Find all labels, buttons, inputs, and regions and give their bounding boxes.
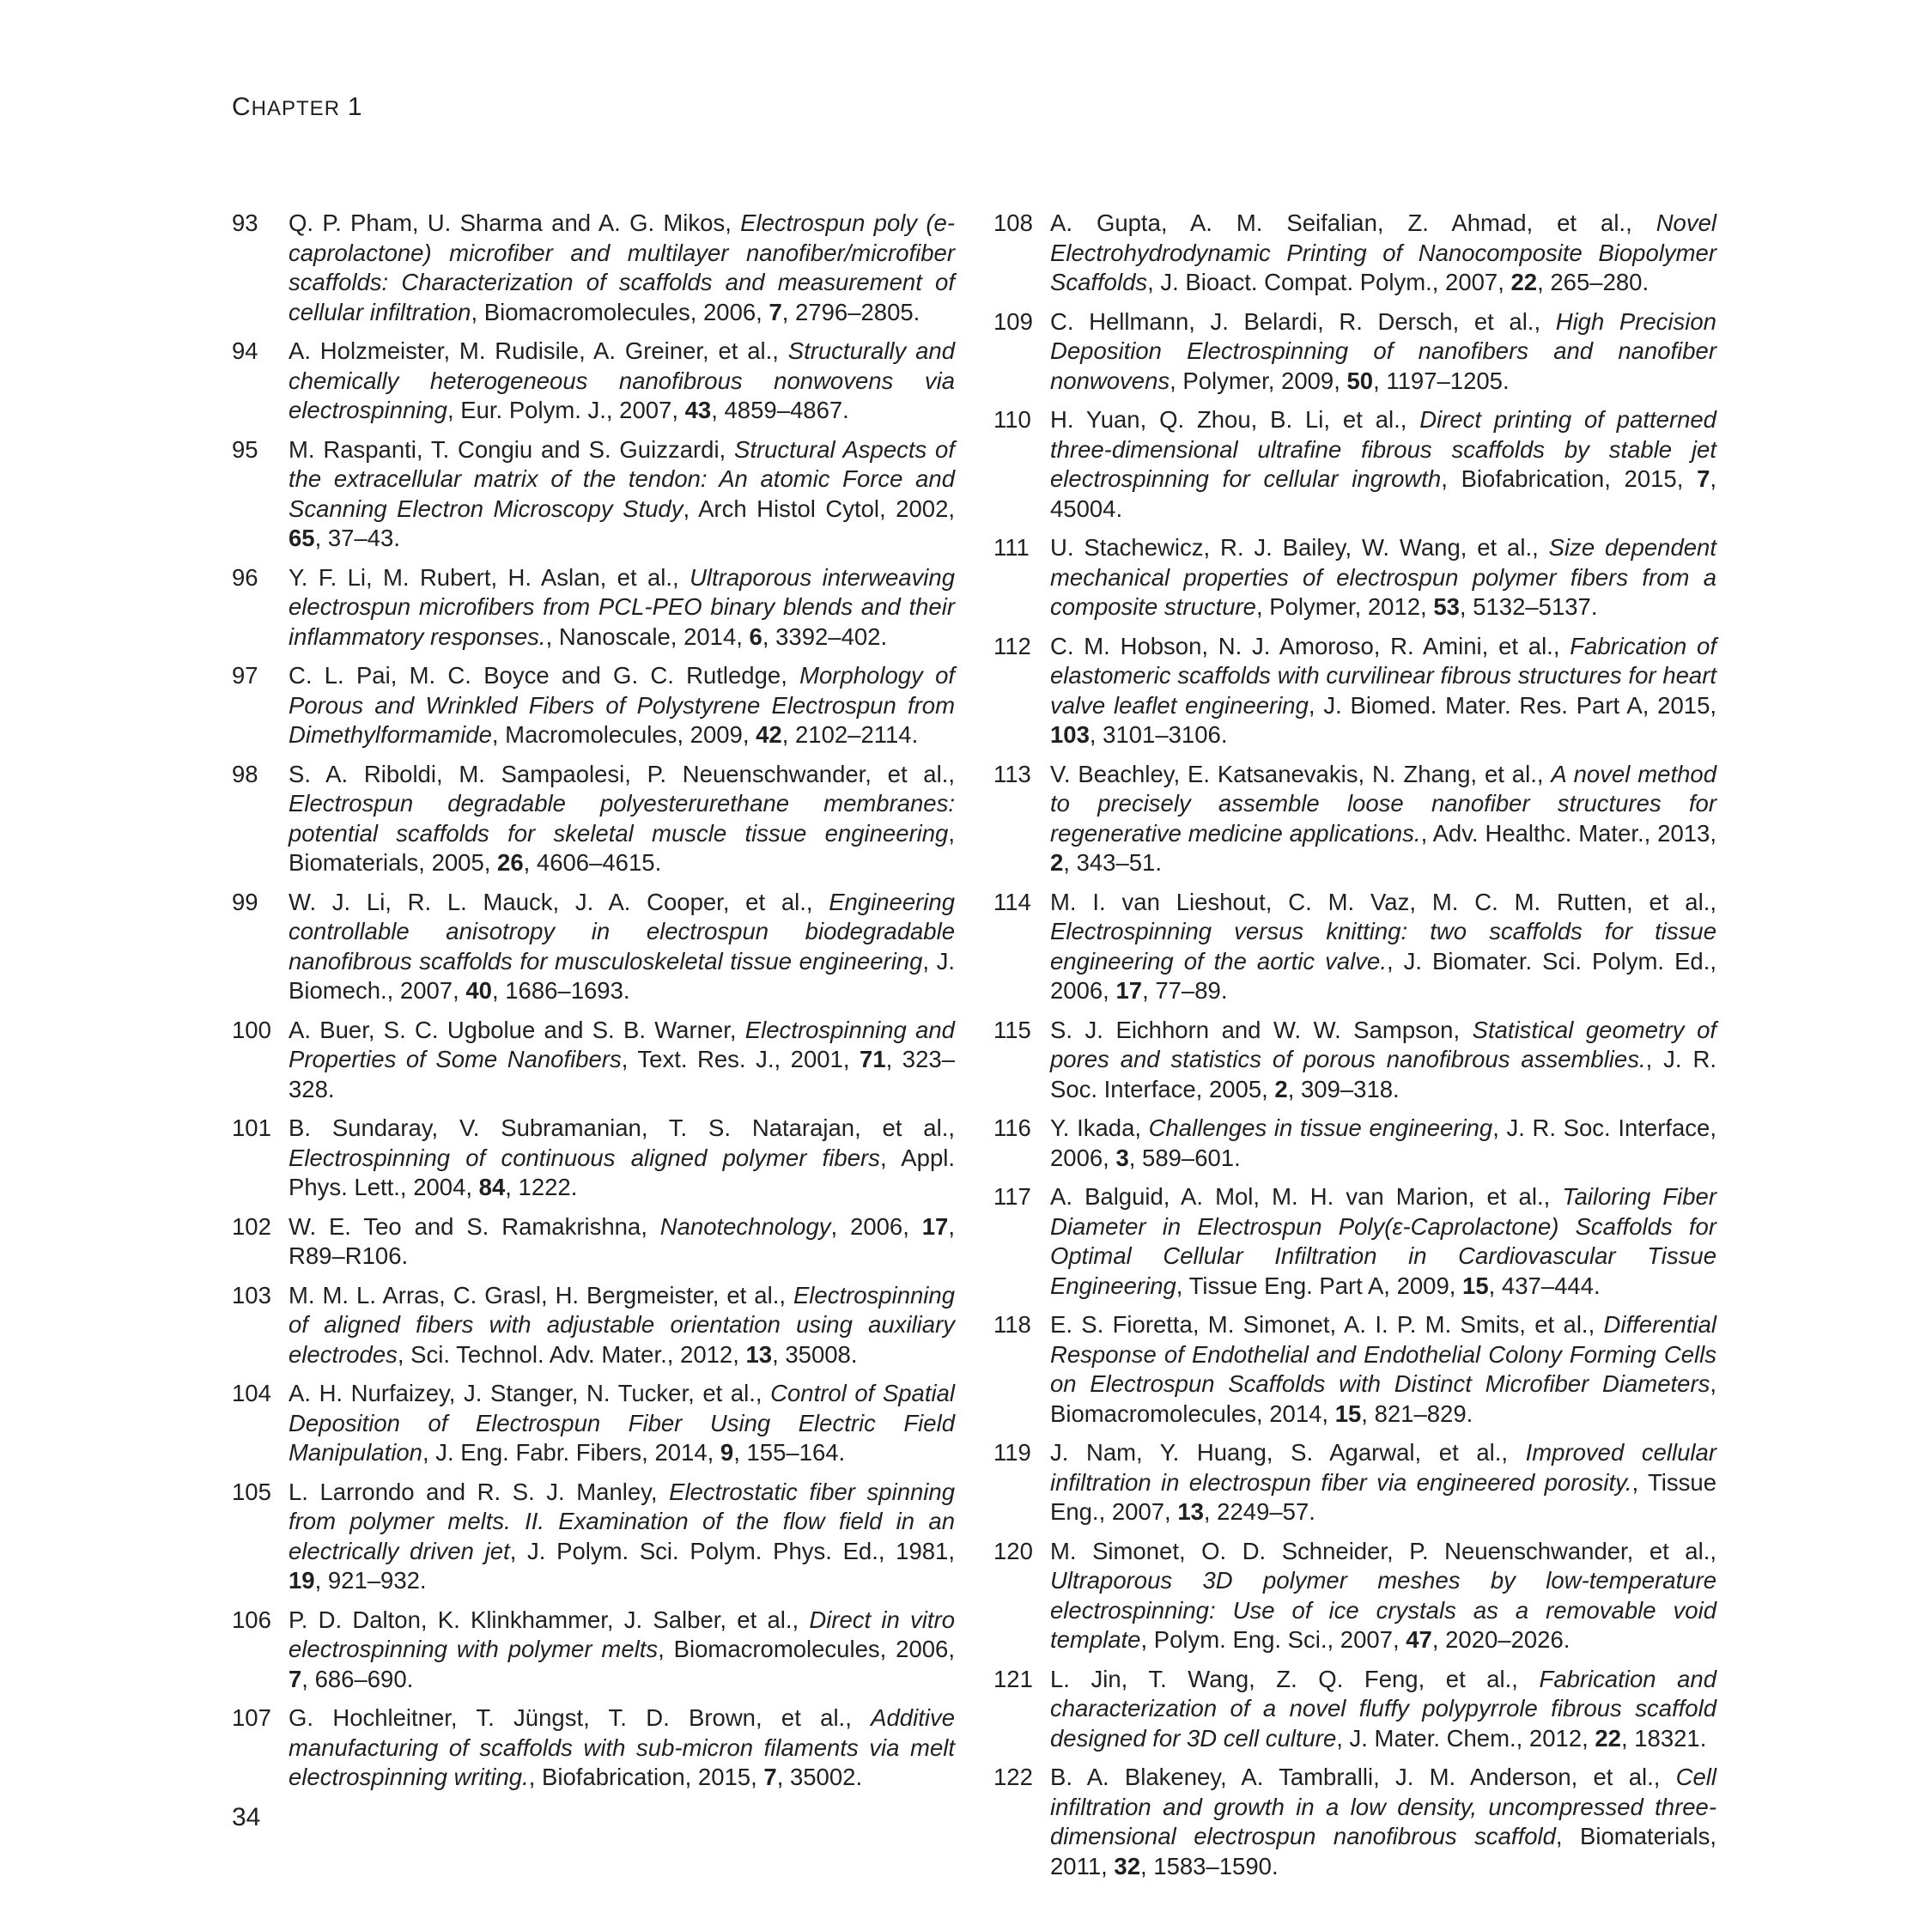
reference-title: Tailoring Fiber Diameter in Electrospun Poly(ε-Caprolactone) Scaffolds for Optimal Cellular Infiltration in Cardiovascular Tissue Engineering [1050, 1183, 1717, 1299]
reference-pages: , 35002. [776, 1764, 863, 1790]
reference-authors: W. J. Li, R. L. Mauck, J. A. Cooper, et al., [289, 888, 829, 915]
reference-journal: , J. Polym. Sci. Polym. Phys. Ed., 1981, [509, 1537, 955, 1564]
reference-title: Statistical geometry of pores and statistics of porous nanofibrous assemblies. [1050, 1016, 1717, 1072]
reference-item [232, 661, 955, 750]
reference-journal: , Eur. Polym. J., 2007, [447, 397, 685, 423]
reference-title: Novel Electrohydrodynamic Printing of Nanocomposite Biopolymer Scaffolds [1050, 209, 1716, 295]
reference-item [993, 1763, 1716, 1881]
reference-item [993, 1438, 1716, 1527]
reference-item [993, 888, 1716, 1006]
reference-item [232, 1281, 955, 1370]
reference-journal: , Biofabrication, 2015, [1441, 465, 1698, 492]
reference-volume: 15 [1334, 1400, 1362, 1427]
reference-pages: , 589–601. [1128, 1144, 1241, 1171]
reference-number: 120 [993, 1537, 1033, 1564]
reference-text [289, 1379, 955, 1468]
reference-number: 113 [993, 760, 1031, 787]
reference-authors: Y. F. Li, M. Rubert, H. Aslan, et al., [289, 563, 690, 591]
reference-number: 121 [993, 1665, 1033, 1692]
reference-number: 115 [993, 1016, 1031, 1043]
reference-item [232, 760, 955, 878]
reference-pages: , 323–328. [289, 1046, 955, 1102]
reference-volume: 43 [684, 397, 712, 423]
reference-pages: , 35008. [772, 1340, 858, 1368]
reference-item [232, 1478, 955, 1596]
reference-volume: 32 [1114, 1852, 1141, 1879]
reference-pages: , 309–318. [1287, 1075, 1400, 1102]
reference-item [232, 1379, 955, 1468]
running-header [232, 93, 363, 122]
reference-pages: , 821–829. [1361, 1400, 1473, 1427]
reference-number: 112 [993, 632, 1031, 659]
reference-title: Fabrication and characterization of a novel fluffy polypyrrole fibrous scaffold designed for 3D cell culture [1050, 1665, 1716, 1752]
reference-item [993, 1310, 1716, 1429]
reference-volume: 19 [289, 1567, 315, 1594]
reference-number: 102 [232, 1212, 271, 1240]
reference-authors: C. M. Hobson, N. J. Amoroso, R. Amini, et al., [1050, 632, 1571, 659]
reference-journal: , Text. Res. J., 2001, [621, 1046, 860, 1072]
reference-authors: A. Holzmeister, M. Rudisile, A. Greiner, et al., [289, 337, 788, 364]
reference-title: Electrospinning versus knitting: two scaffolds for tissue engineering of the aortic valve. [1050, 918, 1716, 975]
reference-volume: 42 [756, 721, 782, 748]
reference-text [289, 209, 955, 327]
reference-title: Fabrication of elastomeric scaffolds with curvilinear fibrous structures for heart valve leaflet engineering [1050, 632, 1716, 719]
reference-authors: H. Yuan, Q. Zhou, B. Li, et al., [1050, 406, 1420, 433]
reference-title: Challenges in tissue engineering [1148, 1114, 1493, 1141]
references-column-left [232, 209, 955, 1802]
reference-text [289, 661, 955, 750]
reference-pages: , 3392–402. [762, 622, 888, 650]
reference-authors: L. Jin, T. Wang, Z. Q. Feng, et al., [1050, 1665, 1540, 1692]
reference-title: Morphology of Porous and Wrinkled Fibers of Polystyrene Electrospun from Dimethylformamide [289, 662, 956, 748]
reference-text [1050, 1310, 1716, 1429]
reference-item [232, 1703, 955, 1793]
reference-authors: S. J. Eichhorn and W. W. Sampson, [1050, 1016, 1473, 1043]
reference-number: 119 [993, 1439, 1031, 1466]
reference-title: Direct printing of patterned three-dimensional ultrafine fibrous scaffolds by stable jet electrospinning for cellular ingrowth [1050, 406, 1716, 492]
reference-item [993, 307, 1716, 397]
reference-volume: 84 [478, 1174, 506, 1200]
reference-number: 106 [232, 1606, 271, 1633]
reference-text [1050, 1537, 1716, 1655]
reference-journal: , Appl. Phys. Lett., 2004, [289, 1144, 955, 1200]
reference-pages: , 686–690. [301, 1665, 414, 1692]
reference-journal: , Macromolecules, 2009, [491, 721, 756, 748]
reference-title: Electrospinning of aligned fibers with adjustable orientation using auxiliary electrodes [289, 1281, 955, 1368]
reference-journal: , Biofabrication, 2015, [528, 1764, 764, 1790]
reference-title: Electrospun poly (e-caprolactone) microfiber and multilayer nanofiber/microfiber scaffolds: Characterization of scaffolds and measurement of cellular infiltration [289, 209, 955, 325]
page-number: 34 [232, 1803, 261, 1831]
reference-title: Electrospinning of continuous aligned polymer fibers [289, 1144, 880, 1171]
reference-item [232, 337, 955, 426]
reference-item [993, 209, 1716, 298]
reference-authors: P. D. Dalton, K. Klinkhammer, J. Salber, et al., [289, 1606, 810, 1633]
reference-text [1050, 1016, 1716, 1105]
reference-title: Direct in vitro electrospinning with polymer melts [289, 1606, 955, 1662]
reference-number: 108 [993, 209, 1033, 236]
references-column-right [993, 209, 1716, 1891]
reference-number: 97 [232, 662, 258, 689]
reference-item [232, 435, 955, 554]
reference-journal: , J. Bioact. Compat. Polym., 2007, [1147, 269, 1511, 295]
reference-title: Cell infiltration and growth in a low density, uncompressed three-dimensional electrospun nanofibrous scaffold [1050, 1764, 1716, 1849]
reference-volume: 2 [1050, 849, 1064, 876]
reference-pages: , 37–43. [314, 525, 400, 551]
reference-authors: J. Nam, Y. Huang, S. Agarwal, et al., [1050, 1439, 1526, 1466]
reference-journal: , Arch Histol Cytol, 2002, [683, 495, 956, 522]
reference-title: Nanotechnology [659, 1212, 831, 1240]
reference-journal: , Polym. Eng. Sci., 2007, [1140, 1626, 1406, 1653]
reference-authors: G. Hochleitner, T. Jüngst, T. D. Brown, et al., [289, 1704, 872, 1731]
reference-number: 95 [232, 435, 258, 463]
reference-pages: , 1222. [505, 1174, 578, 1200]
reference-title: Electrospinning and Properties of Some Nanofibers [289, 1016, 955, 1072]
reference-title: Size dependent mechanical properties of electrospun polymer fibers from a composite structure [1050, 534, 1716, 620]
reference-journal: , J. Biomed. Mater. Res. Part A, 2015, [1308, 691, 1716, 719]
reference-text [289, 435, 955, 554]
reference-journal: , J. Mater. Chem., 2012, [1336, 1724, 1595, 1752]
reference-pages: , 4606–4615. [523, 849, 662, 876]
reference-authors: U. Stachewicz, R. J. Bailey, W. Wang, et al., [1050, 534, 1549, 561]
reference-text [289, 760, 955, 878]
reference-item [232, 1606, 955, 1695]
reference-title: Engineering controllable anisotropy in electrospun biodegradable nanofibrous scaffolds for musculoskeletal tissue engineering [289, 888, 955, 975]
reference-number: 105 [232, 1478, 271, 1505]
reference-volume: 22 [1595, 1724, 1621, 1752]
reference-authors: M. I. van Lieshout, C. M. Vaz, M. C. M. Rutten, et al., [1050, 888, 1716, 915]
reference-volume: 13 [745, 1340, 773, 1368]
reference-item [232, 888, 955, 1006]
chapter-initial: C [232, 93, 252, 121]
chapter-word: HAPTER [251, 97, 341, 120]
reference-number: 100 [232, 1016, 271, 1043]
reference-number: 93 [232, 209, 258, 236]
reference-title: Electrospun degradable polyesterurethane membranes: potential scaffolds for skeletal muscle tissue engineering [289, 790, 955, 847]
reference-number: 99 [232, 888, 258, 915]
reference-number: 103 [232, 1281, 271, 1309]
reference-volume: 15 [1462, 1272, 1489, 1299]
reference-number: 122 [993, 1764, 1033, 1790]
reference-authors: A. Buer, S. C. Ugbolue and S. B. Warner, [289, 1016, 745, 1043]
reference-title: High Precision Deposition Electrospinning of nanofibers and nanofiber nonwovens [1050, 307, 1716, 394]
reference-number: 104 [232, 1380, 271, 1406]
reference-pages: , 3101–3106. [1089, 721, 1228, 748]
reference-journal: , Sci. Technol. Adv. Mater., 2012, [397, 1340, 746, 1368]
reference-number: 117 [993, 1183, 1031, 1210]
reference-volume: 7 [769, 298, 782, 325]
reference-pages: , 343–51. [1063, 849, 1162, 876]
reference-title: Structural Aspects of the extracellular matrix of the tendon: An atomic Force and Scanning Electron Microscopy Study [289, 435, 955, 522]
reference-text [289, 1016, 955, 1105]
reference-pages: , 1197–1205. [1373, 367, 1510, 394]
reference-pages: , 437–444. [1488, 1272, 1601, 1299]
reference-text [1050, 1182, 1716, 1301]
reference-title: A novel method to precisely assemble loose nanofiber structures for regenerative medicine applications. [1050, 760, 1716, 847]
reference-item [232, 1016, 955, 1105]
reference-authors: E. S. Fioretta, M. Simonet, A. I. P. M. Smits, et al., [1050, 1311, 1604, 1338]
reference-title: Ultraporous 3D polymer meshes by low-temperature electrospinning: Use of ice crystals as a removable void template [1050, 1567, 1716, 1653]
reference-journal: , J. R. Soc. Interface, 2005, [1050, 1046, 1716, 1102]
reference-text [289, 1212, 955, 1272]
reference-pages: , 77–89. [1142, 977, 1228, 1004]
reference-text [1050, 405, 1716, 524]
reference-volume: 103 [1050, 721, 1090, 748]
reference-volume: 9 [720, 1439, 734, 1466]
reference-journal: , 2006, [830, 1212, 922, 1240]
reference-authors: A. H. Nurfaizey, J. Stanger, N. Tucker, et al., [289, 1380, 771, 1406]
reference-journal: , Biomaterials, 2005, [289, 819, 955, 876]
reference-title: Control of Spatial Deposition of Electrospun Fiber Using Electric Field Manipulation [289, 1380, 955, 1466]
reference-journal: , Polymer, 2012, [1255, 593, 1434, 620]
reference-volume: 17 [1115, 977, 1143, 1004]
reference-item [993, 1114, 1716, 1173]
reference-volume: 22 [1510, 269, 1538, 295]
reference-volume: 26 [497, 849, 524, 876]
reference-text [289, 888, 955, 1006]
reference-item [993, 1016, 1716, 1105]
reference-number: 101 [232, 1114, 271, 1141]
reference-number: 98 [232, 760, 258, 787]
reference-volume: 3 [1115, 1144, 1129, 1171]
reference-pages: , 5132–5137. [1459, 593, 1598, 620]
reference-item [993, 533, 1716, 622]
reference-authors: Q. P. Pham, U. Sharma and A. G. Mikos, [289, 209, 741, 236]
reference-volume: 40 [465, 977, 492, 1004]
reference-authors: Y. Ikada, [1050, 1114, 1149, 1141]
reference-volume: 50 [1346, 367, 1374, 394]
reference-journal: , Polymer, 2009, [1170, 367, 1347, 394]
reference-journal: , Biomaterials, 2011, [1050, 1823, 1716, 1879]
reference-text [1050, 1763, 1716, 1881]
reference-authors: A. Gupta, A. M. Seifalian, Z. Ahmad, et al., [1050, 209, 1656, 236]
reference-text [1050, 760, 1716, 878]
reference-number: 111 [993, 534, 1030, 561]
reference-number: 96 [232, 563, 258, 591]
reference-item [993, 405, 1716, 524]
chapter-number: 1 [347, 93, 363, 121]
reference-journal: , J. Biomech., 2007, [289, 947, 956, 1004]
reference-number: 94 [232, 337, 258, 364]
reference-text [289, 563, 955, 653]
reference-text [1050, 307, 1716, 397]
reference-journal: , Tissue Eng. Part A, 2009, [1176, 1272, 1463, 1299]
reference-title: Electrostatic fiber spinning from polymer melts. II. Examination of the flow field in an electrically driven jet [289, 1478, 955, 1564]
reference-number: 114 [993, 888, 1031, 915]
reference-number: 109 [993, 307, 1033, 335]
reference-number: 116 [993, 1114, 1031, 1141]
reference-text [289, 1478, 955, 1596]
reference-title: Ultraporous interweaving electrospun microfibers from PCL-PEO binary blends and their inflammatory responses. [289, 563, 955, 650]
reference-title: Structurally and chemically heterogeneous nanofibrous nonwovens via electrospinning [289, 337, 955, 423]
reference-volume: 71 [860, 1046, 886, 1072]
reference-text [1050, 1114, 1716, 1173]
reference-authors: C. L. Pai, M. C. Boyce and G. C. Rutledge, [289, 662, 800, 689]
reference-pages: , 2102–2114. [781, 721, 919, 748]
reference-authors: A. Balguid, A. Mol, M. H. van Marion, et al., [1050, 1183, 1563, 1210]
reference-text [1050, 888, 1716, 1006]
reference-pages: , R89–R106. [289, 1212, 955, 1269]
reference-title: Additive manufacturing of scaffolds with sub-micron filaments via melt electrospinning writing. [289, 1704, 955, 1790]
reference-journal: , Nanoscale, 2014, [545, 622, 750, 650]
reference-item [993, 1182, 1716, 1301]
reference-journal: , Biomacromolecules, 2006, [658, 1636, 955, 1662]
reference-volume: 6 [749, 622, 762, 650]
reference-journal: , Adv. Healthc. Mater., 2013, [1420, 819, 1716, 847]
reference-pages: , 2796–2805. [781, 298, 920, 325]
reference-item [993, 632, 1716, 750]
reference-journal: , Biomacromolecules, 2006, [471, 298, 769, 325]
reference-volume: 7 [763, 1764, 777, 1790]
reference-volume: 65 [289, 525, 315, 551]
reference-item [232, 1212, 955, 1272]
reference-authors: L. Larrondo and R. S. J. Manley, [289, 1478, 670, 1505]
reference-volume: 47 [1406, 1626, 1432, 1653]
reference-pages: , 18321. [1620, 1724, 1707, 1752]
reference-journal: , Tissue Eng., 2007, [1050, 1468, 1716, 1525]
reference-item [993, 760, 1716, 878]
reference-pages: , 4859–4867. [711, 397, 849, 423]
reference-authors: V. Beachley, E. Katsanevakis, N. Zhang, et al., [1050, 760, 1552, 787]
reference-authors: M. Raspanti, T. Congiu and S. Guizzardi, [289, 435, 734, 463]
reference-pages: , 45004. [1050, 465, 1716, 522]
reference-pages: , 1686–1693. [491, 977, 630, 1004]
reference-text [289, 1703, 955, 1793]
reference-authors: M. M. L. Arras, C. Grasl, H. Bergmeister, et al., [289, 1281, 793, 1309]
reference-journal: , J. Eng. Fabr. Fibers, 2014, [422, 1439, 720, 1466]
reference-text [1050, 1438, 1716, 1527]
reference-text [289, 1606, 955, 1695]
reference-title: Differential Response of Endothelial and Endothelial Colony Forming Cells on Electrospun Scaffolds with Distinct Microfiber Diameters [1050, 1311, 1716, 1397]
reference-item [993, 1665, 1716, 1754]
reference-authors: C. Hellmann, J. Belardi, R. Dersch, et al., [1050, 307, 1556, 335]
reference-pages: , 921–932. [314, 1567, 427, 1594]
reference-item [232, 209, 955, 327]
reference-volume: 7 [289, 1665, 302, 1692]
reference-text [1050, 209, 1716, 298]
reference-journal: , J. Biomater. Sci. Polym. Ed., 2006, [1050, 947, 1716, 1004]
reference-authors: S. A. Riboldi, M. Sampaolesi, P. Neuenschwander, et al., [289, 760, 955, 787]
reference-volume: 7 [1697, 465, 1710, 492]
reference-pages: , 2249–57. [1203, 1498, 1315, 1525]
reference-title: Improved cellular infiltration in electrospun fiber via engineered porosity. [1050, 1439, 1716, 1496]
reference-number: 110 [993, 406, 1031, 433]
reference-authors: W. E. Teo and S. Ramakrishna, [289, 1212, 660, 1240]
reference-journal: , Biomacromolecules, 2014, [1050, 1370, 1716, 1427]
reference-text [289, 1114, 955, 1203]
reference-volume: 13 [1177, 1498, 1204, 1525]
reference-pages: , 1583–1590. [1140, 1852, 1279, 1879]
reference-number: 107 [232, 1704, 271, 1731]
reference-volume: 2 [1274, 1075, 1288, 1102]
reference-volume: 53 [1433, 593, 1460, 620]
reference-journal: , J. R. Soc. Interface, 2006, [1050, 1114, 1716, 1171]
reference-pages: , 2020–2026. [1431, 1626, 1571, 1653]
reference-authors: M. Simonet, O. D. Schneider, P. Neuenschwander, et al., [1050, 1537, 1716, 1564]
reference-item [232, 1114, 955, 1203]
reference-authors: B. Sundaray, V. Subramanian, T. S. Natarajan, et al., [289, 1114, 955, 1141]
reference-item [232, 563, 955, 653]
reference-number: 118 [993, 1311, 1031, 1338]
reference-text [289, 337, 955, 426]
reference-text [1050, 533, 1716, 622]
reference-item [993, 1537, 1716, 1655]
reference-text [1050, 632, 1716, 750]
reference-authors: B. A. Blakeney, A. Tambralli, J. M. Anderson, et al., [1050, 1764, 1676, 1790]
reference-pages: , 265–280. [1537, 269, 1649, 295]
reference-text [289, 1281, 955, 1370]
reference-volume: 17 [921, 1212, 949, 1240]
reference-pages: , 155–164. [733, 1439, 846, 1466]
reference-text [1050, 1665, 1716, 1754]
